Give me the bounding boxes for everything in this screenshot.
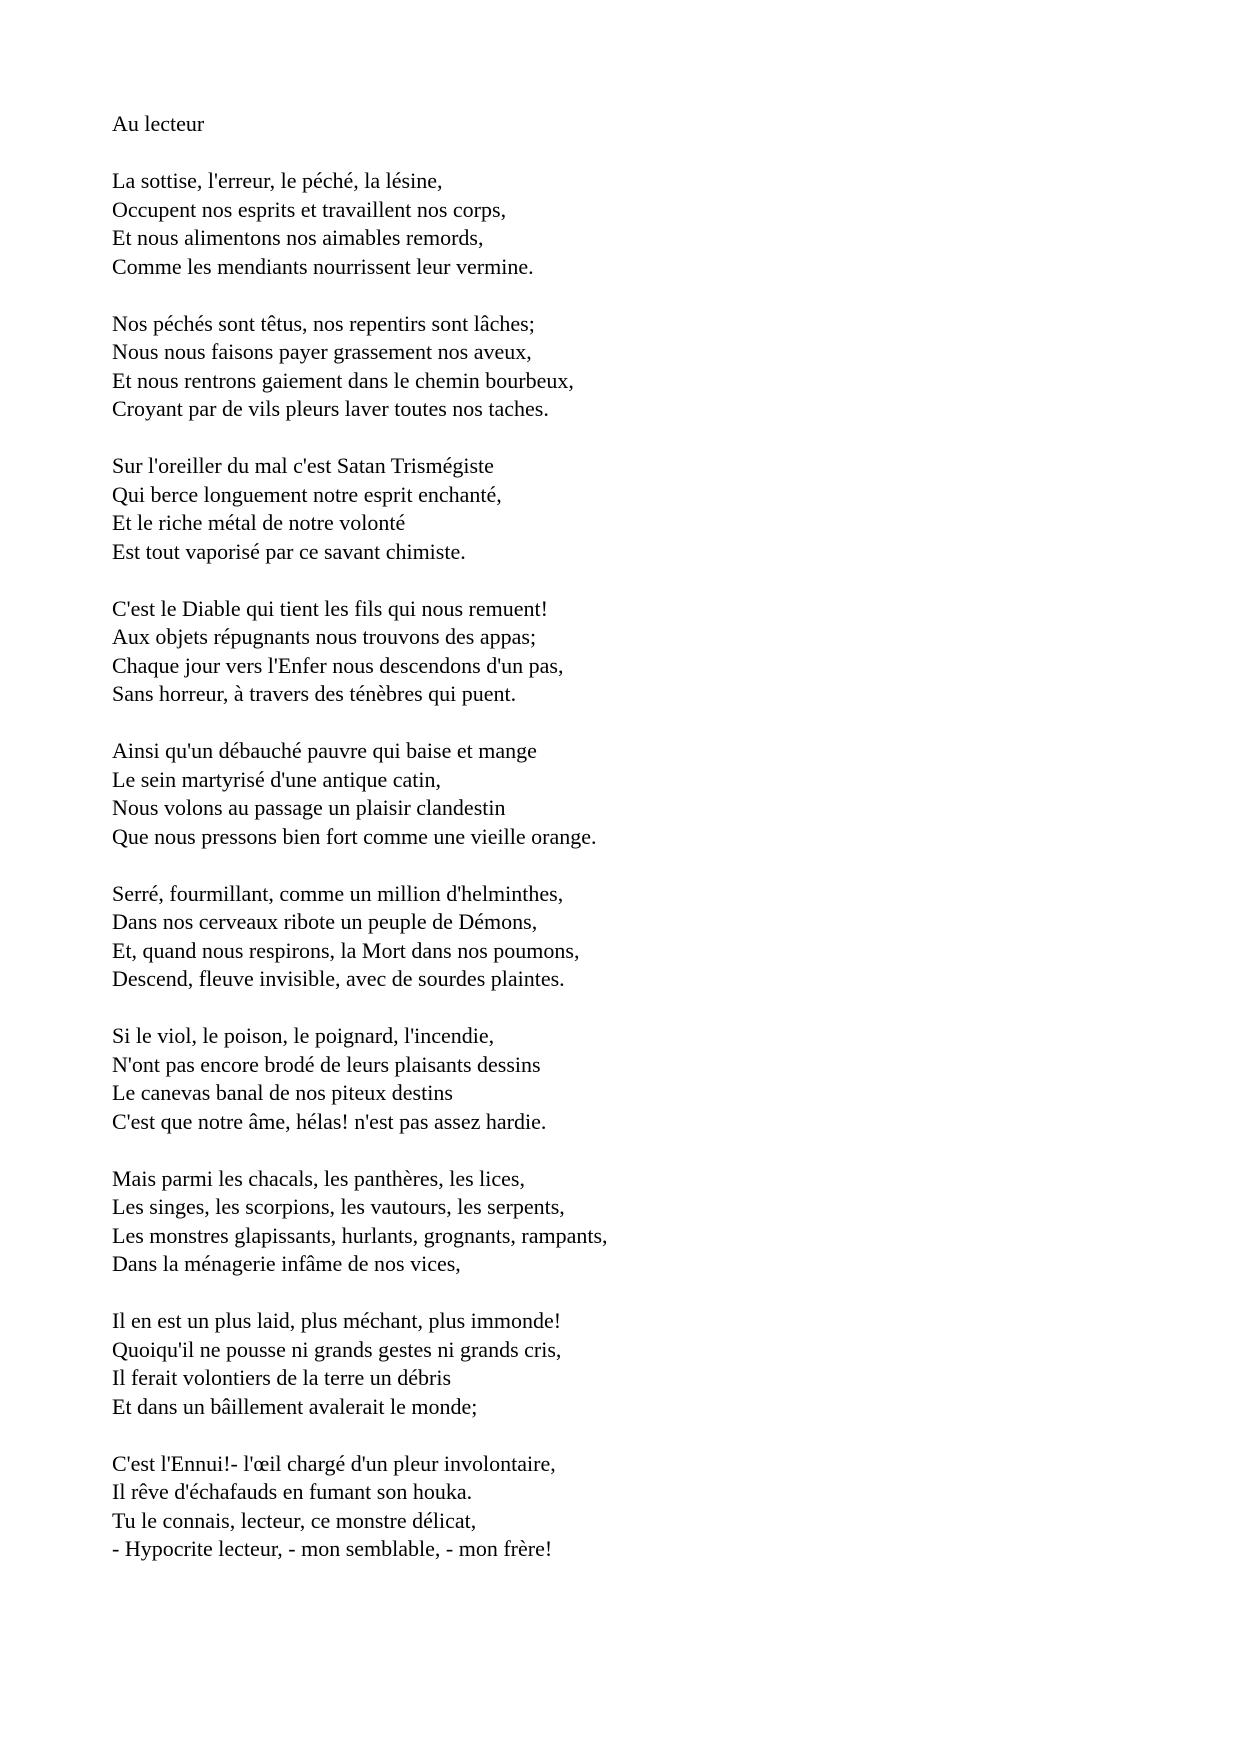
stanza <box>112 595 1012 709</box>
stanza-gap <box>112 994 1012 1023</box>
verse-line: Et, quand nous respirons, la Mort dans nos poumons, <box>112 937 580 963</box>
verse-line: Tu le connais, lecteur, ce monstre délicat, <box>112 1507 477 1533</box>
stanza <box>112 880 1012 994</box>
verse-line: Les monstres glapissants, hurlants, grognants, rampants, <box>112 1222 608 1248</box>
verse-line: C'est que notre âme, hélas! n'est pas assez hardie. <box>112 1108 547 1134</box>
verse-line: Que nous pressons bien fort comme une vieille orange. <box>112 823 597 849</box>
stanza <box>112 1450 1012 1564</box>
verse-line: N'ont pas encore brodé de leurs plaisants dessins <box>112 1051 541 1077</box>
verse-line: Et nous rentrons gaiement dans le chemin bourbeux, <box>112 367 574 393</box>
verse-line: Qui berce longuement notre esprit enchanté, <box>112 481 502 507</box>
verse-line: C'est l'Ennui!- l'œil chargé d'un pleur involontaire, <box>112 1450 556 1476</box>
verse-line: Il en est un plus laid, plus méchant, plus immonde! <box>112 1308 562 1333</box>
stanza-gap <box>112 851 1012 880</box>
verse-line: Le canevas banal de nos piteux destins <box>112 1080 453 1105</box>
verse-line: Serré, fourmillant, comme un million d'helminthes, <box>112 880 564 906</box>
stanza <box>112 737 1012 851</box>
stanza-gap <box>112 1279 1012 1308</box>
verse-line: Et le riche métal de notre volonté <box>112 510 406 535</box>
stanza <box>112 1165 1012 1279</box>
poem-title: Au lecteur <box>112 111 205 136</box>
stanza <box>112 1307 1012 1421</box>
verse-line: Les singes, les scorpions, les vautours, les serpents, <box>112 1194 565 1219</box>
verse-line: Sur l'oreiller du mal c'est Satan Trismégiste <box>112 453 494 478</box>
verse-line: Comme les mendiants nourrissent leur vermine. <box>112 253 534 279</box>
stanza <box>112 452 1012 566</box>
verse-line: C'est le Diable qui tient les fils qui nous remuent! <box>112 595 548 621</box>
verse-line: Et dans un bâillement avalerait le monde; <box>112 1393 478 1419</box>
poem <box>112 110 1012 1564</box>
stanza <box>112 167 1012 281</box>
verse-line: Nous volons au passage un plaisir clandestin <box>112 795 506 820</box>
stanza-gap <box>112 424 1012 453</box>
stanza <box>112 1022 1012 1136</box>
verse-line: Descend, fleuve invisible, avec de sourdes plaintes. <box>112 966 565 991</box>
verse-line: Il ferait volontiers de la terre un débris <box>112 1365 452 1390</box>
verse-line: Occupent nos esprits et travaillent nos corps, <box>112 196 507 222</box>
stanza-gap <box>112 1421 1012 1450</box>
poem-body <box>112 139 1012 1564</box>
verse-line: Nos péchés sont têtus, nos repentirs sont lâches; <box>112 310 535 336</box>
verse-line: La sottise, l'erreur, le péché, la lésine, <box>112 168 443 193</box>
stanza-gap <box>112 139 1012 168</box>
verse-line: Dans nos cerveaux ribote un peuple de Démons, <box>112 909 538 934</box>
verse-line: Mais parmi les chacals, les panthères, les lices, <box>112 1165 525 1191</box>
stanza-gap <box>112 281 1012 310</box>
verse-line: Sans horreur, à travers des ténèbres qui puent. <box>112 681 517 706</box>
stanza-gap <box>112 709 1012 738</box>
verse-line: Est tout vaporisé par ce savant chimiste. <box>112 538 466 564</box>
verse-line: Le sein martyrisé d'une antique catin, <box>112 766 441 792</box>
verse-line: - Hypocrite lecteur, - mon semblable, - mon frère! <box>112 1536 553 1561</box>
verse-line: Il rêve d'échafauds en fumant son houka. <box>112 1479 473 1504</box>
verse-line: Croyant par de vils pleurs laver toutes nos taches. <box>112 396 549 421</box>
verse-line: Dans la ménagerie infâme de nos vices, <box>112 1251 461 1276</box>
verse-line: Et nous alimentons nos aimables remords, <box>112 225 484 250</box>
verse-line: Chaque jour vers l'Enfer nous descendons d'un pas, <box>112 652 564 678</box>
stanza-gap <box>112 566 1012 595</box>
verse-line: Quoiqu'il ne pousse ni grands gestes ni grands cris, <box>112 1336 562 1362</box>
stanza-gap <box>112 1136 1012 1165</box>
verse-line: Aux objets répugnants nous trouvons des appas; <box>112 624 537 649</box>
verse-line: Ainsi qu'un débauché pauvre qui baise et mange <box>112 738 537 763</box>
stanza <box>112 310 1012 424</box>
verse-line: Si le viol, le poison, le poignard, l'incendie, <box>112 1023 495 1048</box>
verse-line: Nous nous faisons payer grassement nos aveux, <box>112 339 532 364</box>
